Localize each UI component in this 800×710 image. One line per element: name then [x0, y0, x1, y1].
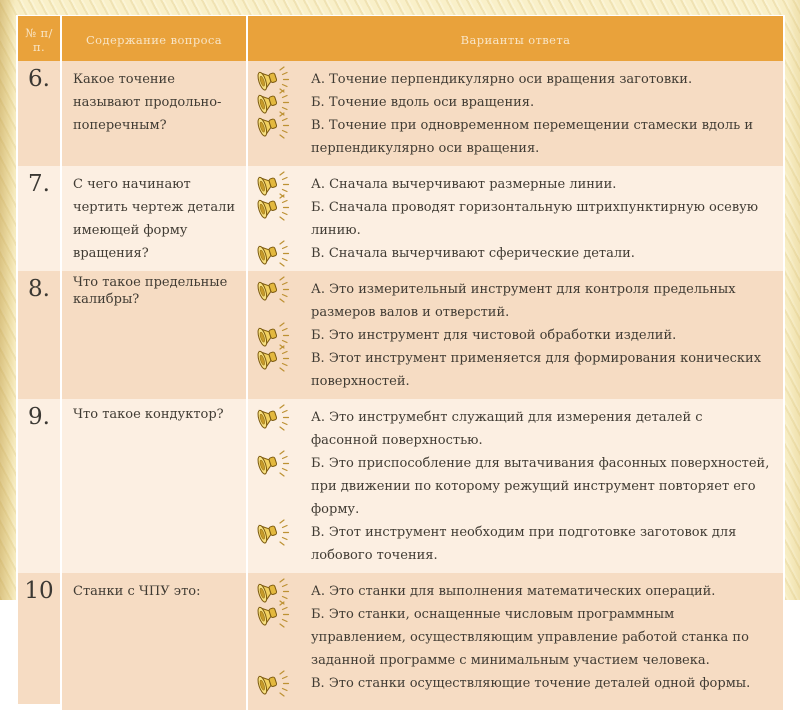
quiz-table [16, 15, 785, 701]
table-row [18, 61, 783, 164]
table-row [18, 166, 783, 269]
question-text: Что такое кондуктор? [62, 399, 246, 579]
answer-option-text: В. Этот инструмент применяется для формирования конических поверхностей. [311, 351, 762, 389]
answer-option [311, 406, 773, 452]
answer-option [311, 278, 773, 324]
answer-option-text: Б. Это приспособление для вытачивания фасонных поверхностей, при движении по которому режущий инструмент повторяет его форму. [311, 456, 770, 517]
answers-cell [248, 573, 783, 710]
question-text: Станки с ЧПУ это: [62, 573, 246, 710]
table-row [18, 573, 783, 699]
answer-option [311, 672, 773, 695]
answers-cell [248, 399, 783, 582]
answer-option-text: А. Это инструмебнт служащий для измерения деталей с фасонной поверхностью. [311, 410, 703, 448]
header-number: № п/п. [18, 16, 60, 63]
answer-option-text: А. Точение перпендикулярно оси вращения заготовки. [311, 72, 693, 87]
answer-option-text: В. Этот инструмент необходим при подготовке заготовок для лобового точения. [311, 525, 737, 563]
row-number: 10 [18, 573, 60, 704]
answer-option [311, 196, 773, 242]
answer-option [311, 347, 773, 393]
answers-cell [248, 61, 783, 175]
answers-cell [248, 271, 783, 408]
row-number: 9. [18, 399, 60, 576]
header-question: Содержание вопроса [62, 16, 246, 63]
answer-option-text: В. Это станки осуществляющие точение деталей одной формы. [311, 676, 751, 691]
speaker-icon[interactable] [256, 601, 290, 628]
speaker-icon[interactable] [256, 194, 290, 221]
answers-cell [248, 166, 783, 280]
answer-option [311, 521, 773, 567]
answer-option [311, 242, 773, 265]
row-number: 6. [18, 61, 60, 169]
header-answers: Варианты ответа [248, 16, 783, 63]
answer-option-text: Б. Точение вдоль оси вращения. [311, 95, 535, 110]
answer-option-text: А. Это измерительный инструмент для контроля предельных размеров валов и отверстий. [311, 282, 736, 320]
answer-option [311, 580, 773, 603]
row-number: 8. [18, 271, 60, 402]
answer-option [311, 324, 773, 347]
answer-option [311, 68, 773, 91]
answer-option [311, 114, 773, 160]
speaker-icon[interactable] [256, 112, 290, 139]
table-header-row [18, 16, 783, 59]
speaker-icon[interactable] [256, 404, 290, 431]
question-text: Что такое предельные калибры? [62, 271, 246, 404]
answer-option [311, 603, 773, 672]
speaker-icon[interactable] [256, 240, 290, 267]
answer-option-text: Б. Сначала проводят горизонтальную штрихпунктирную осевую линию. [311, 200, 759, 238]
answer-option-text: Б. Это станки, оснащенные числовым программным управлением, осуществляющим управление работой станка по заданной программе с минимальным участием человека. [311, 607, 749, 668]
table-row [18, 271, 783, 397]
speaker-icon[interactable] [256, 519, 290, 546]
question-text: С чего начинают чертить чертеж детали имеющей форму вращения? [62, 166, 246, 280]
answer-option-text: В. Сначала вычерчивают сферические детали. [311, 246, 635, 261]
answer-option-text: А. Сначала вычерчивают размерные линии. [311, 177, 617, 192]
answer-option-text: В. Точение при одновременном перемещении стамески вдоль и перпендикулярно оси вращения. [311, 118, 753, 156]
speaker-icon[interactable] [256, 450, 290, 477]
speaker-icon[interactable] [256, 670, 290, 697]
row-number: 7. [18, 166, 60, 274]
answer-option [311, 452, 773, 521]
answer-option [311, 173, 773, 196]
answer-option [311, 91, 773, 114]
question-text: Какое точение называют продольно-поперечным? [62, 61, 246, 175]
answer-option-text: А. Это станки для выполнения математических операций. [311, 584, 716, 599]
speaker-icon[interactable] [256, 276, 290, 303]
speaker-icon[interactable] [256, 345, 290, 372]
table-row [18, 399, 783, 571]
answer-option-text: Б. Это инструмент для чистовой обработки изделий. [311, 328, 677, 343]
